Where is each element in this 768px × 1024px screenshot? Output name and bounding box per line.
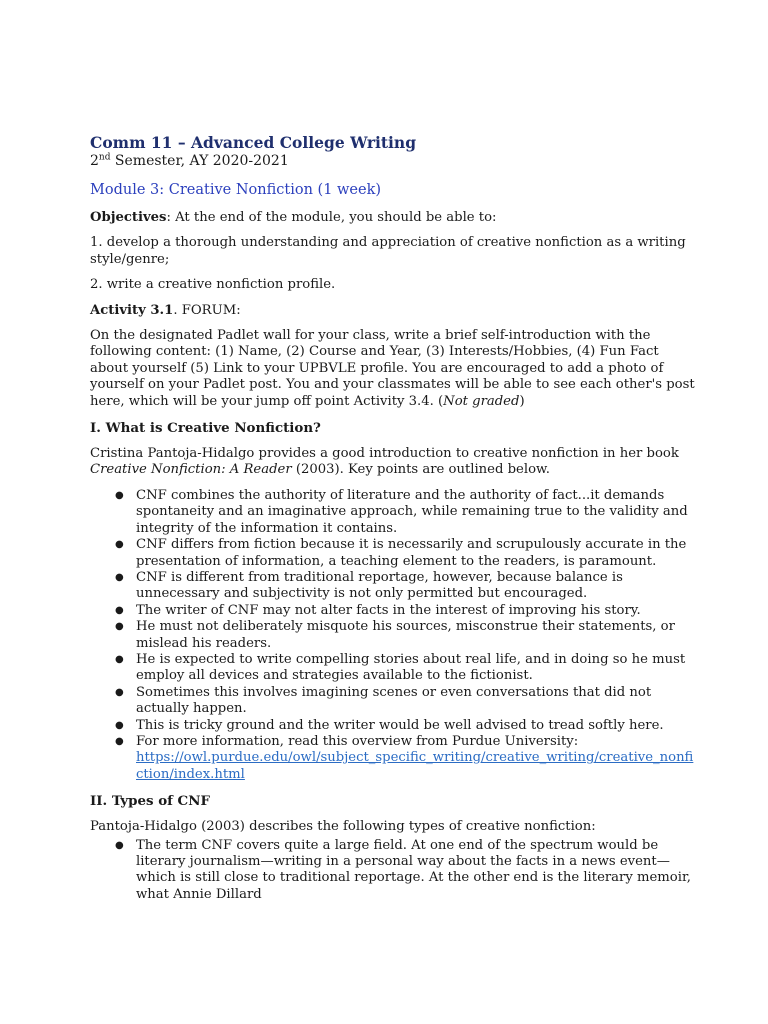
section-heading-types-of-cnf: II. Types of CNF — [90, 793, 210, 810]
purdue-owl-link[interactable]: https://owl.purdue.edu/owl/subject_specific_writing/creative_writing/creative_nonfiction/index.html — [136, 750, 694, 782]
list-item: ● CNF differs from fiction because it is necessarily and scrupulously accurate in the presentation of information, a teaching element to the readers, is paramount. — [115, 537, 687, 569]
activity-heading: Activity 3.1. FORUM: — [90, 302, 241, 318]
bullet-icon: ● — [115, 686, 124, 698]
list-item: ● CNF is different from traditional reportage, however, because balance is unnecessary and subjectivity is not only permitted but encouraged. — [115, 569, 623, 602]
module-title: Module 3: Creative Nonfiction (1 week) — [90, 182, 382, 198]
bullet-icon: ● — [115, 719, 124, 731]
cnf-types-list — [90, 838, 700, 904]
list-item: ● The term CNF covers quite a large field. At one end of the spectrum would be literary journalism—writing in a personal way about the facts in a news event—which is still close to traditional reportage. At the other end is the literary memoir, what Annie Dillard — [115, 837, 692, 902]
bullet-icon: ● — [115, 653, 124, 665]
semester-ordinal: nd — [98, 152, 111, 163]
bullet-icon: ● — [115, 604, 124, 616]
list-item: ● He is expected to write compelling stories about real life, and in doing so he must employ all devices and strategies available to the fictionist. — [115, 651, 686, 684]
activity-body: On the designated Padlet wall for your class, write a brief self-introduction with the following content: (1) Name, (2) Course and Year, (3) Interests/Hobbies, (4) Fun Fact about yourself (5) Link to your UPBVLE profile. You are encouraged to add a photo of yourself on your Padlet post. You and your classmates will be able to see each other's post here, which will be your jump off point Activity 3.4. (Not graded) — [90, 328, 695, 409]
objectives-label: Objectives — [90, 210, 167, 225]
list-item: ● The writer of CNF may not alter facts in the interest of improving his story. — [115, 602, 641, 618]
section-heading-what-is-cnf: I. What is Creative Nonfiction? — [90, 420, 321, 437]
semester-line — [90, 152, 700, 170]
section2-intro: Pantoja-Hidalgo (2003) describes the following types of creative nonfiction: — [90, 819, 596, 835]
bullet-icon: ● — [115, 539, 124, 551]
list-item: ● For more information, read this overview from Purdue University: https://owl.purdue.edu/owl/subject_specific_writing/creative_writing/creative_nonfiction/index.html — [115, 733, 694, 782]
semester-number: 2 — [90, 153, 99, 169]
cnf-key-points-list — [90, 488, 700, 783]
bullet-icon: ● — [115, 571, 124, 583]
list-item: ● Sometimes this involves imagining scenes or even conversations that did not actually happen. — [115, 684, 652, 717]
bullet-icon: ● — [115, 839, 124, 851]
list-item: ● He must not deliberately misquote his sources, misconstrue their statements, or mislead his readers. — [115, 619, 675, 651]
semester-text: Semester, AY 2020-2021 — [110, 153, 289, 169]
bullet-icon: ● — [115, 735, 124, 747]
list-item: ● CNF combines the authority of literature and the authority of fact...it demands spontaneity and an imaginative approach, while remaining true to the validity and integrity of the information it contains. — [115, 487, 688, 536]
book-title: Creative Nonfiction: A Reader — [90, 462, 292, 478]
section1-intro: Cristina Pantoja-Hidalgo provides a good introduction to creative nonfiction in her book Creative Nonfiction: A Reader (2003). Key points are outlined below. — [90, 446, 679, 478]
bullet-icon: ● — [115, 489, 124, 501]
bullet-icon: ● — [115, 621, 124, 633]
list-item: ● This is tricky ground and the writer would be well advised to tread softly here. — [115, 717, 664, 733]
objective-item: 2. write a creative nonfiction profile. — [90, 277, 336, 293]
objective-item: 1. develop a thorough understanding and appreciation of creative nonfiction as a writing style/genre; — [90, 235, 686, 267]
course-title: Comm 11 – Advanced College Writing — [90, 133, 417, 152]
objectives-intro: Objectives: At the end of the module, you should be able to: — [90, 210, 497, 225]
activity-label: Activity 3.1 — [90, 302, 174, 318]
not-graded-note: Not graded — [443, 393, 520, 409]
